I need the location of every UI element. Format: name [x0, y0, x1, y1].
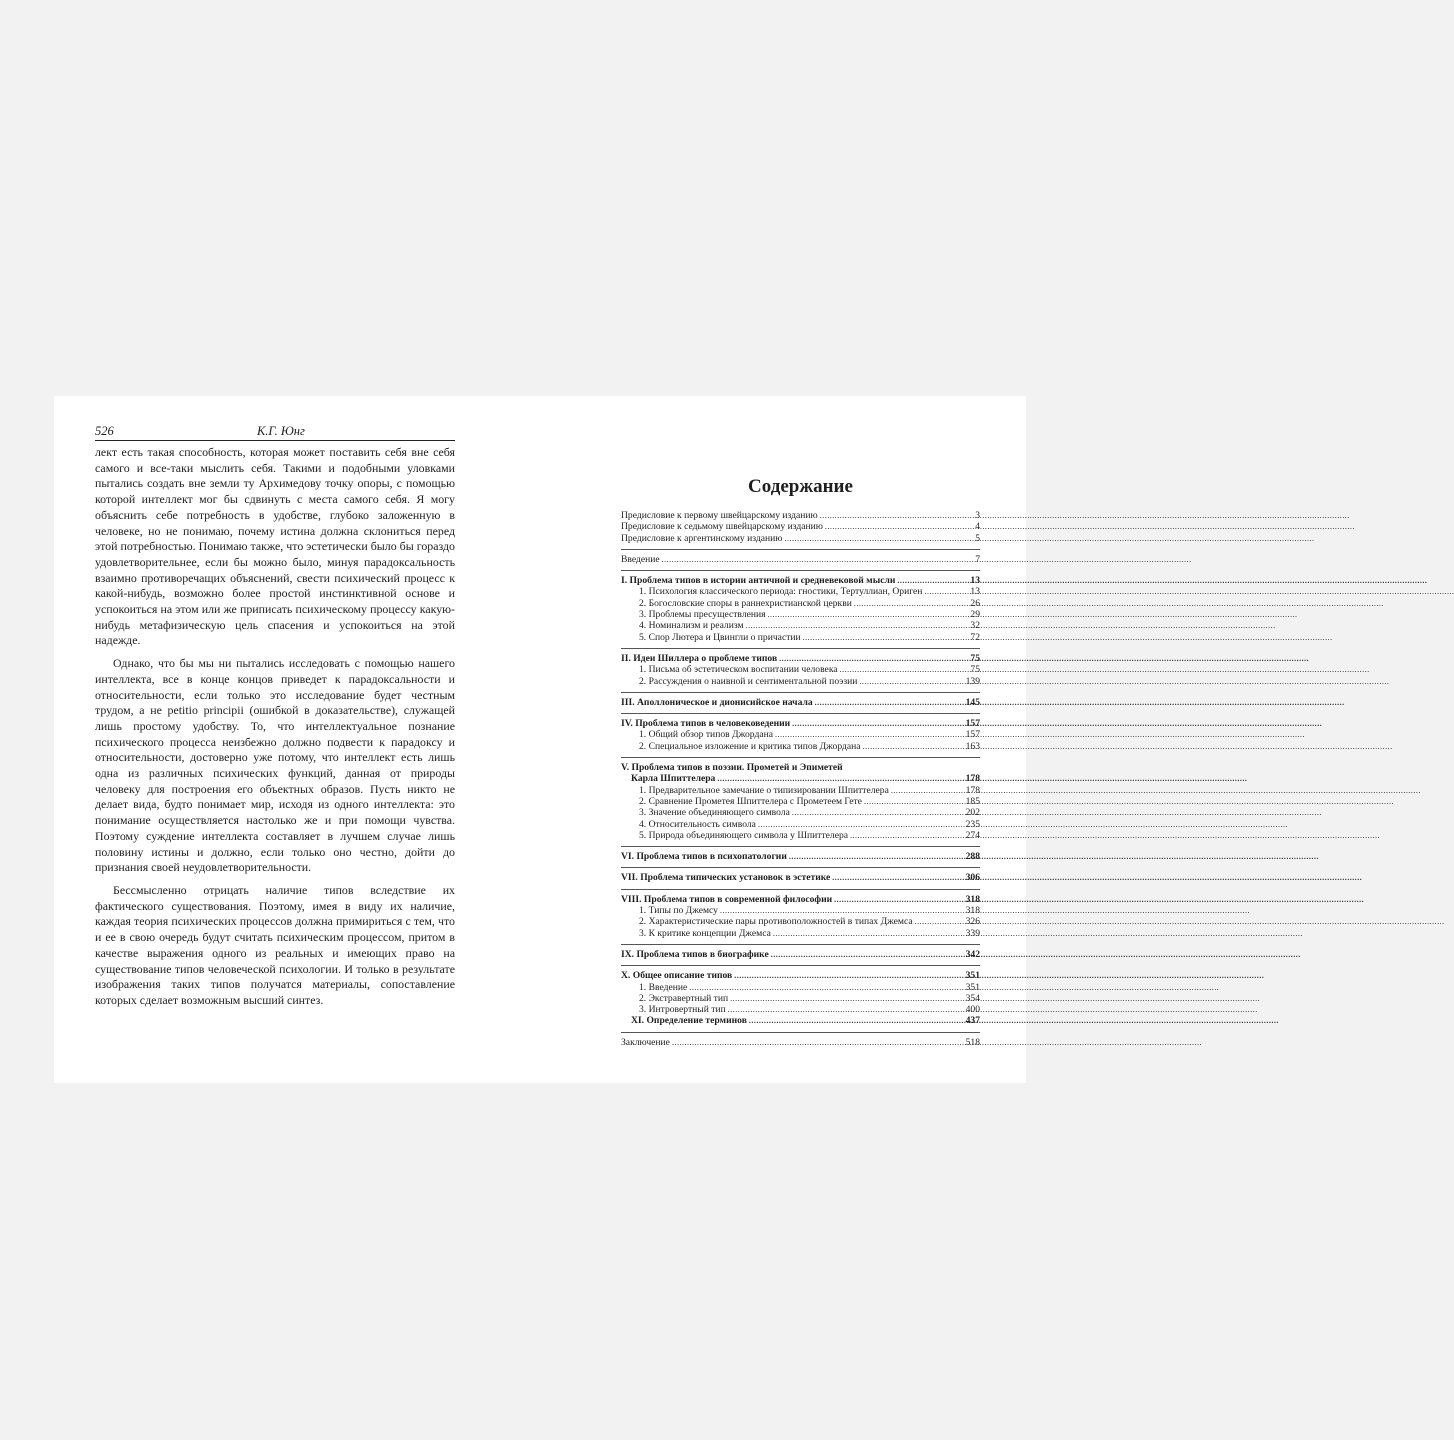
- toc-chapter-entry: [621, 872, 980, 883]
- toc-page-number: 354: [965, 992, 980, 1004]
- toc-page-number: 4: [975, 521, 980, 533]
- toc-entry-title: 2. Экстравертный тип: [639, 992, 729, 1004]
- toc-entry-title: II. Идеи Шиллера о проблеме типов: [621, 652, 778, 664]
- paragraph: Бессмысленно отрицать наличие типов вследствие их фактического существования. Поэтому, имея в виду их наличие, каждая теория психических процессов должна примириться с тем, что и ее в свою очередь будут считать психическим процессом, притом в качестве выражения одного из реальных и имеющих право на существование типов человеческой психологии. И только в результате изображения таких типов получатся материалы, сопоставление которых сделает возможным высший синтез.: [95, 882, 455, 1007]
- toc-chapter-entry: [621, 521, 980, 532]
- toc-page-number: 157: [965, 729, 980, 741]
- toc-chapter-entry: [621, 533, 980, 544]
- toc-section-entry: [621, 664, 980, 675]
- toc-section-entry: [621, 785, 980, 796]
- toc-section-entry: [621, 796, 980, 807]
- toc-leader-dots: [773, 928, 964, 939]
- toc-entry-title: VII. Проблема типических установок в эстетике: [621, 872, 831, 884]
- toc-leader-dots: [820, 510, 973, 521]
- toc-page-number: 26: [970, 597, 980, 609]
- toc-leader-dots: [672, 1037, 964, 1048]
- toc-page-number: 318: [965, 905, 980, 917]
- toc-page-number: 157: [965, 718, 980, 730]
- toc-page-number: 437: [965, 1015, 980, 1027]
- toc-section-entry: [621, 807, 980, 818]
- toc-chapter-entry: [621, 949, 980, 960]
- toc-page-number: 178: [965, 773, 980, 785]
- toc-entry-title: 5. Природа объединяющего символа у Шпиттелера: [639, 829, 849, 841]
- toc-entry-title: V. Проблема типов в поэзии. Прометей и Эпиметей: [621, 762, 843, 774]
- toc-page-number: 518: [965, 1036, 980, 1048]
- paragraph: Однако, что бы мы ни пытались исследовать с помощью нашего интеллекта, все в конце концов приведет к парадоксальности и относительности, если только это исследование будет честным трудом, а не petitio principii (ошибкой в доказательстве), служащей лишь простому удобству. То, что интеллектуальное познание психического процесса неизбежно должно подвести к парадоксу и относительности, достоверно уже потому, что интеллект есть лишь одна из различных психических функций, данная от природы человеку для построения его объектных образов. Пусть никто не делает вида, будто понимает мир, исходя из одного интеллекта: это понимание осуществляется настолько же и при помощи чувства. Поэтому суждение интеллекта составляет в лучшем случае лишь половину истины и должно, если только оно честно, дойти до признания своей неудовлетворительности.: [95, 656, 455, 875]
- toc-leader-dots: [792, 718, 963, 729]
- toc-page-number: 339: [965, 927, 980, 939]
- toc-page-number: 145: [965, 696, 980, 708]
- toc-entry-title: Заключение: [621, 1036, 670, 1048]
- toc-entry-title: IV. Проблема типов в человековедении: [621, 718, 791, 730]
- toc-separator: [621, 570, 980, 571]
- toc-page-number: 75: [970, 652, 980, 664]
- toc-page-number: 202: [965, 807, 980, 819]
- toc-section-entry: [621, 1004, 980, 1015]
- toc-leader-dots: [734, 970, 963, 981]
- toc-separator: [621, 944, 980, 945]
- right-page: [621, 476, 980, 1048]
- toc-page-number: 32: [970, 620, 980, 632]
- toc-entry-title: Карла Шпиттелера: [631, 773, 716, 785]
- toc-entry-title: Предисловие к аргентинскому изданию: [621, 532, 783, 544]
- toc-section-entry: [621, 993, 980, 1004]
- toc-leader-dots: [891, 785, 964, 796]
- toc-leader-dots: [792, 807, 964, 818]
- toc-section-entry: [621, 586, 980, 597]
- toc-page-number: 7: [975, 553, 980, 565]
- toc-entry-title: 3. Значение объединяющего символа: [639, 807, 790, 819]
- toc-entry-title: 3. Интровертный тип: [639, 1004, 726, 1016]
- toc-leader-dots: [784, 533, 973, 544]
- toc-entry-title: Предисловие к первому швейцарскому изданию: [621, 510, 818, 521]
- toc-entry-title: 2. Богословские споры в раннехристианской церкви: [639, 597, 852, 609]
- toc-page-number: 185: [965, 795, 980, 807]
- toc-entry-title: 4. Относительность символа: [639, 818, 756, 830]
- toc-entry-title: 1. Типы по Джемсу: [639, 905, 718, 917]
- toc-leader-dots: [689, 982, 963, 993]
- toc-page-number: 318: [965, 893, 980, 905]
- toc-separator: [621, 846, 980, 847]
- toc-chapter-entry: [621, 773, 980, 784]
- toc-section-entry: [621, 905, 980, 916]
- toc-leader-dots: [915, 916, 964, 927]
- toc-section-entry: [621, 598, 980, 609]
- toc-page-number: 13: [970, 586, 980, 598]
- toc-entry-title: I. Проблема типов в истории античной и средневековой мысли: [621, 575, 896, 587]
- toc-entry-title: III. Аполлоническое и дионисийское начала: [621, 696, 813, 708]
- toc-chapter-entry: [621, 554, 980, 565]
- toc-leader-dots: [662, 554, 974, 565]
- toc-entry-title: X. Общее описание типов: [621, 970, 733, 982]
- left-page: [95, 424, 455, 1009]
- toc-page-number: 306: [965, 872, 980, 884]
- toc-entry-title: 2. Специальное изложение и критика типов Джордана: [639, 740, 861, 752]
- toc-page-number: 163: [965, 740, 980, 752]
- toc-chapter-entry: [621, 762, 980, 773]
- toc-entry-title: 3. К критике концепции Джемса: [639, 927, 771, 939]
- toc-page-number: 400: [965, 1004, 980, 1016]
- toc-leader-dots: [803, 632, 969, 643]
- toc-entry-title: Введение: [621, 553, 660, 565]
- toc-leader-dots: [897, 575, 968, 586]
- toc-page-number: 29: [970, 609, 980, 621]
- toc-entry-title: 2. Сравнение Прометея Шпиттелера с Прометеем Гете: [639, 795, 862, 807]
- toc-entry-title: 1. Введение: [639, 981, 688, 993]
- toc-leader-dots: [775, 729, 964, 740]
- toc-section-entry: [621, 729, 980, 740]
- toc-separator: [621, 713, 980, 714]
- toc-leader-dots: [832, 872, 963, 883]
- toc-page-number: 72: [970, 631, 980, 643]
- toc-page-number: 342: [965, 948, 980, 960]
- toc-chapter-entry: [621, 1015, 980, 1026]
- toc-entry-title: 2. Рассуждения о наивной и сентиментальной поэзии: [639, 675, 858, 687]
- toc-page-number: 75: [970, 664, 980, 676]
- toc-leader-dots: [771, 949, 964, 960]
- toc-entry-title: VI. Проблема типов в психопатологии: [621, 851, 787, 863]
- toc-leader-dots: [863, 741, 964, 752]
- toc-entry-title: VIII. Проблема типов в современной философии: [621, 893, 833, 905]
- toc-chapter-entry: [621, 851, 980, 862]
- toc-section-entry: [621, 928, 980, 939]
- toc-section-entry: [621, 741, 980, 752]
- running-head-author: К.Г. Юнг: [257, 424, 305, 438]
- toc-chapter-entry: [621, 510, 980, 521]
- toc-chapter-entry: [621, 575, 980, 586]
- toc-chapter-entry: [621, 1037, 980, 1048]
- toc-chapter-entry: [621, 718, 980, 729]
- toc-leader-dots: [924, 586, 968, 597]
- toc-leader-dots: [854, 598, 969, 609]
- toc-entry-title: 1. Предварительное замечание о типизировании Шпиттелера: [639, 784, 889, 796]
- toc-page-number: 235: [965, 818, 980, 830]
- toc-section-entry: [621, 609, 980, 620]
- toc-page-number: 3: [975, 510, 980, 521]
- toc-page-number: 351: [965, 981, 980, 993]
- toc-page-number: 326: [965, 916, 980, 928]
- toc-entry-title: XI. Определение терминов: [631, 1015, 747, 1027]
- toc-entry-title: 5. Спор Лютера и Цвингли о причастии: [639, 631, 801, 643]
- toc-leader-dots: [864, 796, 964, 807]
- toc-page-number: 13: [970, 575, 980, 587]
- toc-entry-title: 2. Характеристические пары противоположностей в типах Джемса: [639, 916, 913, 928]
- page-number: 526: [95, 424, 114, 438]
- toc-leader-dots: [834, 894, 963, 905]
- running-head: [95, 424, 455, 441]
- toc-leader-dots: [720, 905, 964, 916]
- toc-leader-dots: [730, 993, 963, 1004]
- toc-chapter-entry: [621, 970, 980, 981]
- toc-leader-dots: [758, 819, 964, 830]
- toc-section-entry: [621, 982, 980, 993]
- toc-separator: [621, 1032, 980, 1033]
- toc-separator: [621, 692, 980, 693]
- toc-entry-title: 1. Письма об эстетическом воспитании человека: [639, 664, 838, 676]
- body-text: [95, 445, 455, 1009]
- toc-leader-dots: [749, 1015, 964, 1026]
- toc-separator: [621, 889, 980, 890]
- toc-separator: [621, 867, 980, 868]
- toc-page-number: 139: [965, 675, 980, 687]
- toc-leader-dots: [746, 620, 969, 631]
- toc-page-number: 351: [965, 970, 980, 982]
- toc-section-entry: [621, 620, 980, 631]
- toc-page-number: 288: [965, 851, 980, 863]
- toc-separator: [621, 965, 980, 966]
- toc-entry-title: Предисловие к седьмому швейцарскому изданию: [621, 521, 823, 533]
- toc-separator: [621, 757, 980, 758]
- toc-entry-title: 3. Проблемы пресуществления: [639, 609, 766, 621]
- toc-leader-dots: [840, 664, 969, 675]
- toc-separator: [621, 648, 980, 649]
- toc-entry-title: IX. Проблема типов в биографике: [621, 948, 769, 960]
- toc-leader-dots: [768, 609, 969, 620]
- toc-chapter-entry: [621, 697, 980, 708]
- paragraph: лект есть такая способность, которая может поставить себя вне себя самого и все-таки мыслить себя. Такими и подобными уловками пытались создать вне земли ту Архимедову точку опоры, с помощью которой интеллект мог бы сдвинуть с места самого себя. Я могу объяснить себе потребность в удобстве, глубоко заложенную в человеке, но не понимаю, почему истина должна склониться перед этой потребностью. Понимаю также, что эстетически было бы гораздо удовлетворительнее, если бы можно было, минуя парадоксальность взаимно противоречащих объяснений, свести психический процесс к какой-нибудь, возможно более простой инстинктивной основе и успокоиться на этом или же приписать психическому процессу какую-нибудь метафизическую цель спасения и успокоиться на этой надежде.: [95, 445, 455, 648]
- toc-leader-dots: [850, 830, 964, 841]
- toc-leader-dots: [825, 521, 973, 532]
- toc-section-entry: [621, 676, 980, 687]
- toc-chapter-entry: [621, 894, 980, 905]
- toc-entry-title: 1. Психология классического периода: гностики, Тертуллиан, Ориген: [639, 586, 923, 598]
- toc-page-number: 274: [965, 829, 980, 841]
- toc-section-entry: [621, 819, 980, 830]
- table-of-contents: [621, 510, 980, 1048]
- toc-page-number: 5: [975, 532, 980, 544]
- toc-chapter-entry: [621, 653, 980, 664]
- toc-section-entry: [621, 916, 980, 927]
- toc-section-entry: [621, 830, 980, 841]
- toc-entry-title: 4. Номинализм и реализм: [639, 620, 744, 632]
- toc-leader-dots: [859, 676, 963, 687]
- toc-leader-dots: [717, 773, 963, 784]
- toc-leader-dots: [789, 851, 964, 862]
- toc-page-number: 178: [965, 784, 980, 796]
- toc-section-entry: [621, 632, 980, 643]
- toc-separator: [621, 549, 980, 550]
- toc-title: Содержание: [748, 476, 853, 497]
- toc-leader-dots: [815, 697, 964, 708]
- book-spread: [54, 396, 1026, 1083]
- toc-leader-dots: [728, 1004, 964, 1015]
- toc-entry-title: 1. Общий обзор типов Джордана: [639, 729, 773, 741]
- toc-leader-dots: [779, 653, 968, 664]
